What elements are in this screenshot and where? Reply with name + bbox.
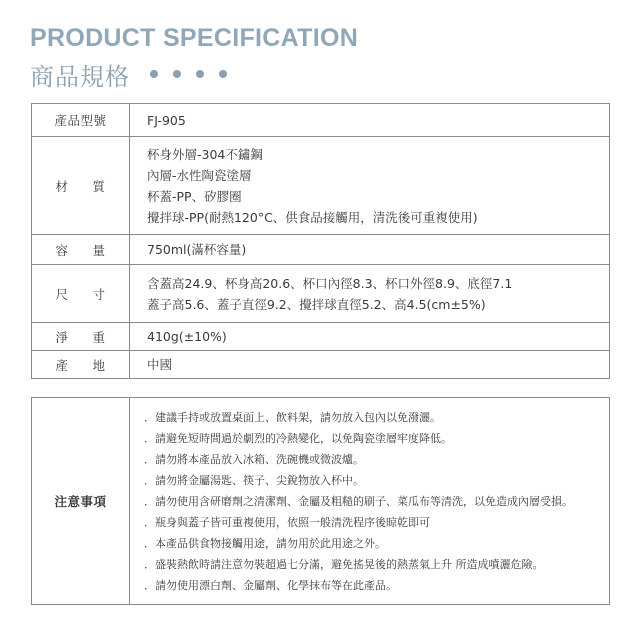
spec-label-model: 產品型號 [32, 104, 130, 137]
decorative-dots [150, 70, 242, 78]
spec-line: 中國 [147, 357, 173, 372]
spec-label-capacity: 容 量 [32, 235, 130, 265]
spec-row-material [32, 137, 610, 235]
spec-value-weight [130, 323, 610, 351]
spec-label-size: 尺 寸 [32, 265, 130, 323]
spec-line: 杯身外層-304不鏽鋼 [147, 146, 263, 162]
spec-row-model [32, 104, 610, 137]
spec-label-origin: 產 地 [32, 351, 130, 379]
spec-label-material: 材 質 [32, 137, 130, 235]
spec-table [31, 103, 610, 379]
dot-icon [150, 70, 158, 78]
spec-row-origin [32, 351, 610, 379]
spec-row-weight [32, 323, 610, 351]
spec-line: 含蓋高24.9、杯身高20.6、杯口內徑8.3、杯口外徑8.9、底徑7.1 [147, 275, 513, 291]
notes-item: ．請勿使用漂白劑、金屬劑、化學抹布等在此產品。 [144, 578, 397, 592]
title-chinese-row [30, 58, 242, 90]
spec-value-origin [130, 351, 610, 379]
spec-row-capacity [32, 235, 610, 265]
title-chinese: 商品規格 [30, 62, 130, 91]
spec-line: 750ml(滿杯容量) [147, 242, 247, 257]
spec-line: 攪拌球-PP(耐熱120°C、供食品接觸用，清洗後可重複使用) [147, 209, 478, 225]
dot-icon [173, 70, 181, 78]
notes-list [130, 398, 610, 605]
spec-line: 內層-水性陶瓷塗層 [147, 167, 252, 183]
spec-value-size [130, 265, 610, 323]
notes-item: ．請勿將本產品放入冰箱、洗碗機或微波爐。 [144, 452, 364, 466]
spec-line: 杯蓋-PP、矽膠圈 [147, 188, 242, 204]
spec-value-material [130, 137, 610, 235]
notes-item: ．請避免短時間過於劇烈的冷熱變化，以免陶瓷塗層牢度降低。 [144, 431, 452, 445]
notes-item: ．建議手持或放置桌面上、飲料架，請勿放入包內以免潑灑。 [144, 410, 441, 424]
spec-line: 410g(±10%) [147, 329, 227, 344]
notes-item: ．本產品供食物接觸用途，請勿用於此用途之外。 [144, 536, 386, 550]
spec-value-capacity [130, 235, 610, 265]
notes-item: ．盛裝熱飲時請注意勿裝超過七分滿，避免搖晃後的熱蒸氣上升 所造成噴灑危險。 [144, 557, 544, 571]
notes-table [31, 397, 610, 605]
notes-item: ．瓶身與蓋子皆可重複使用，依照一般清洗程序後晾乾即可 [144, 515, 430, 529]
notes-label: 注意事項 [32, 398, 130, 605]
spec-value-model [130, 104, 610, 137]
spec-label-weight: 淨 重 [32, 323, 130, 351]
notes-item: ．請勿將金屬湯匙、筷子、尖銳物放入杯中。 [144, 473, 364, 487]
notes-item: ．請勿使用含研磨劑之清潔劑、金屬及粗糙的刷子、菜瓜布等清洗，以免造成內層受損。 [144, 494, 573, 508]
spec-line: FJ-905 [147, 112, 186, 128]
spec-row-size [32, 265, 610, 323]
title-english: PRODUCT SPECIFICATION [30, 24, 359, 52]
dot-icon [219, 70, 227, 78]
spec-line: 蓋子高5.6、蓋子直徑9.2、攪拌球直徑5.2、高4.5(cm±5%) [147, 296, 486, 312]
notes-row [32, 398, 610, 605]
dot-icon [196, 70, 204, 78]
